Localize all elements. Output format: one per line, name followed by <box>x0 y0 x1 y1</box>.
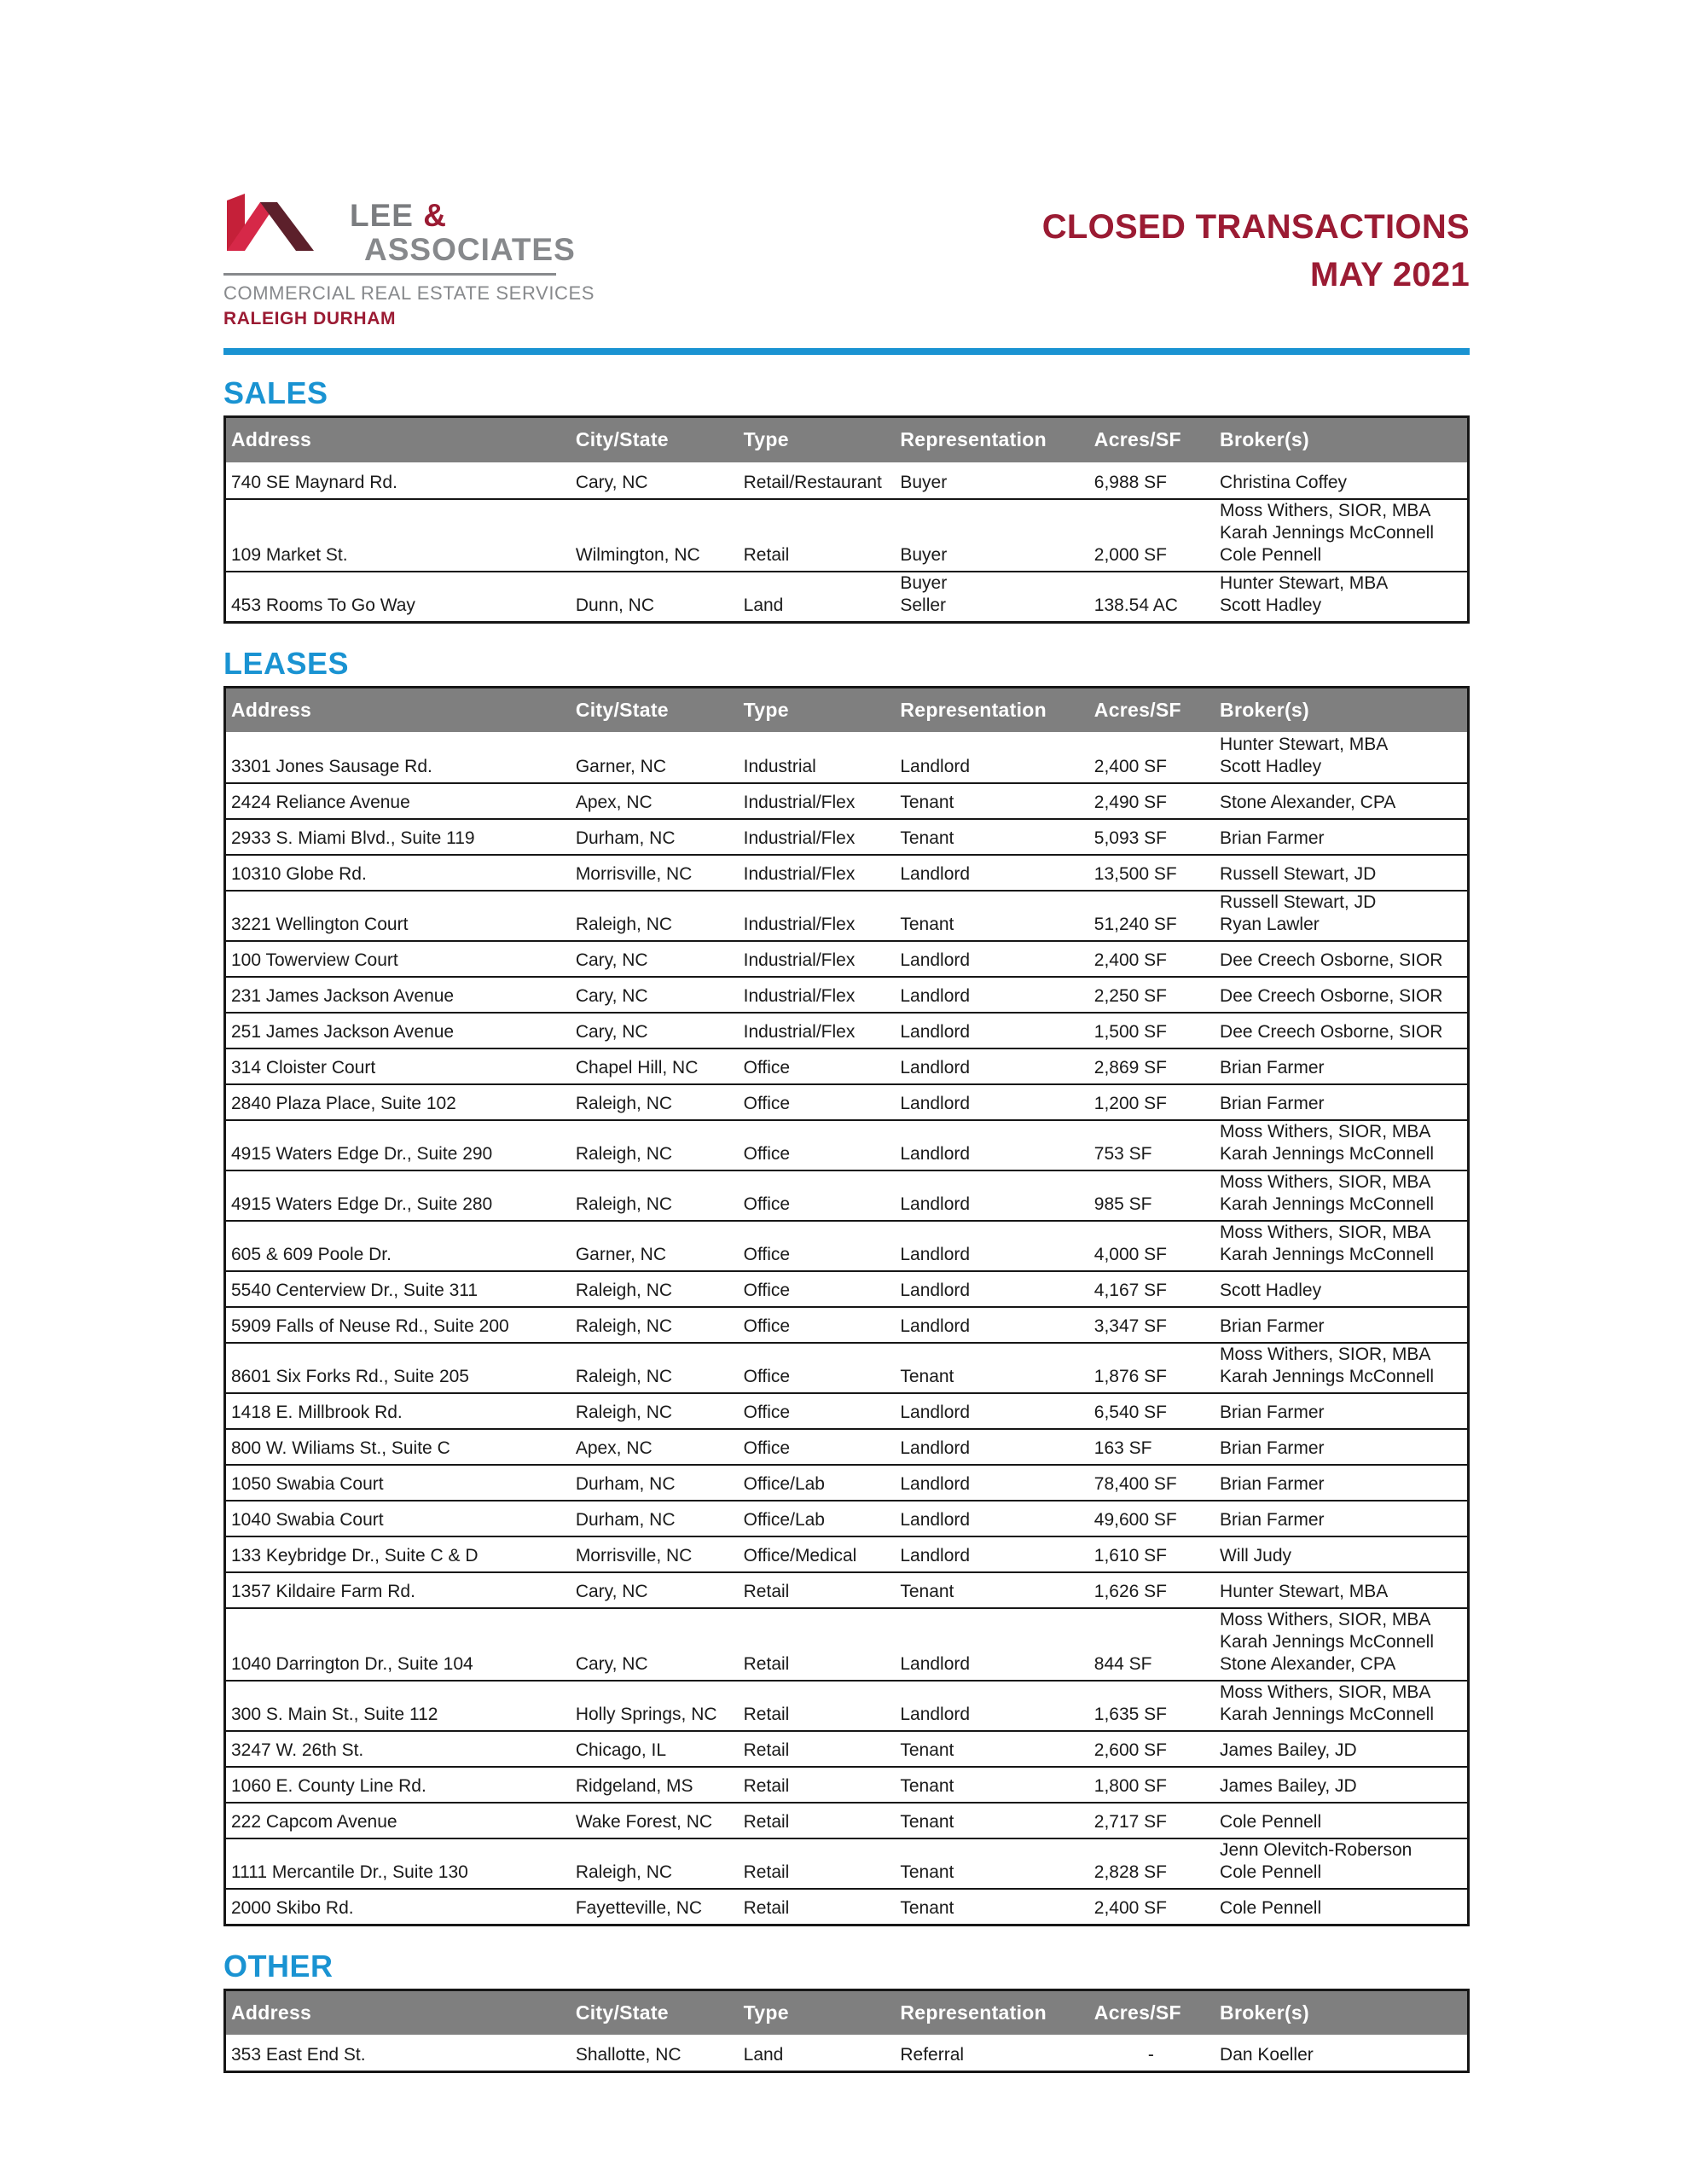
address-cell: 605 & 609 Poole Dr. <box>225 1221 571 1271</box>
address-cell: 2000 Skibo Rd. <box>225 1889 571 1925</box>
city-state-cell: Cary, NC <box>571 1572 739 1608</box>
column-header-representation: Representation <box>895 1989 1088 2036</box>
type-cell: Office/Lab <box>739 1465 896 1501</box>
representation-cell: Landlord <box>895 1084 1088 1120</box>
representation-cell: Tenant <box>895 1731 1088 1767</box>
type-cell: Office <box>739 1307 896 1343</box>
address-cell: 1357 Kildaire Farm Rd. <box>225 1572 571 1608</box>
acres-sf-cell: 2,717 SF <box>1089 1803 1215 1838</box>
acres-sf-cell: 51,240 SF <box>1089 891 1215 941</box>
representation-cell: Landlord <box>895 1221 1088 1271</box>
leases-header-row <box>225 687 1469 733</box>
acres-sf-cell: 163 SF <box>1089 1429 1215 1465</box>
representation-cell: Tenant <box>895 1572 1088 1608</box>
type-cell: Industrial/Flex <box>739 819 896 855</box>
city-state-cell: Cary, NC <box>571 1608 739 1681</box>
leases-transaction-row <box>225 1501 1469 1536</box>
representation-cell: Landlord <box>895 1271 1088 1307</box>
address-cell: 1050 Swabia Court <box>225 1465 571 1501</box>
representation-cell: Tenant <box>895 783 1088 819</box>
brokers-cell: Brian Farmer <box>1215 1084 1468 1120</box>
city-state-cell: Cary, NC <box>575 472 648 492</box>
column-header-address: Address <box>225 417 571 463</box>
type-cell: Office <box>739 1170 896 1221</box>
section-label-sales: SALES <box>223 375 328 410</box>
brokers-cell: Hunter Stewart, MBA <box>1215 1572 1468 1608</box>
type-cell: Retail <box>739 1608 896 1681</box>
acres-sf-cell: 2,828 SF <box>1089 1838 1215 1889</box>
city-state-cell: Durham, NC <box>571 819 739 855</box>
address-cell: 5540 Centerview Dr., Suite 311 <box>225 1271 571 1307</box>
city-state-cell: Wilmington, NC <box>571 499 739 572</box>
brokers-cell: Cole Pennell <box>1215 1803 1468 1838</box>
address-cell: 1111 Mercantile Dr., Suite 130 <box>225 1838 571 1889</box>
representation-cell: Tenant <box>895 1767 1088 1803</box>
city-state-cell: Raleigh, NC <box>571 1393 739 1429</box>
brokers-cell: Jenn Olevitch-Roberson Cole Pennell <box>1215 1838 1468 1889</box>
address-cell: 2424 Reliance Avenue <box>225 783 571 819</box>
representation-cell: Landlord <box>895 1536 1088 1572</box>
representation-cell: Landlord <box>895 1429 1088 1465</box>
address-cell: 100 Towerview Court <box>225 941 571 977</box>
leases-transaction-row <box>225 1429 1469 1465</box>
city-state-cell: Cary, NC <box>571 977 739 1013</box>
representation-cell: Landlord <box>895 977 1088 1013</box>
type-cell: Retail <box>739 1838 896 1889</box>
acres-sf-cell: 4,000 SF <box>1089 1221 1215 1271</box>
brokers-cell: Russell Stewart, JD Ryan Lawler <box>1215 891 1468 941</box>
representation-cell: Tenant <box>895 891 1088 941</box>
city-state-cell: Raleigh, NC <box>571 1170 739 1221</box>
city-state-cell: Chapel Hill, NC <box>571 1048 739 1084</box>
acres-sf-cell: 5,093 SF <box>1089 819 1215 855</box>
leases-transaction-row <box>225 941 1469 977</box>
column-header-city-state: City/State <box>571 687 739 733</box>
address-cell: 1060 E. County Line Rd. <box>225 1767 571 1803</box>
address-cell: 453 Rooms To Go Way <box>225 572 571 623</box>
representation-cell: Buyer Seller <box>895 572 1088 623</box>
representation-cell: Landlord <box>895 1501 1088 1536</box>
brokers-cell: Dee Creech Osborne, SIOR <box>1215 941 1468 977</box>
leases-transaction-row <box>225 1120 1469 1170</box>
representation-cell: Buyer <box>900 472 948 492</box>
sales-transaction-row <box>225 463 1469 499</box>
type-cell: Office <box>739 1429 896 1465</box>
sales-table <box>223 415 1470 624</box>
address-cell: 1040 Darrington Dr., Suite 104 <box>225 1608 571 1681</box>
address-cell: 353 East End St. <box>231 2044 366 2065</box>
column-header-type: Type <box>739 417 896 463</box>
acres-sf-cell: 4,167 SF <box>1089 1271 1215 1307</box>
brokers-cell: Hunter Stewart, MBA Scott Hadley <box>1220 735 1389 776</box>
type-cell: Industrial/Flex <box>739 977 896 1013</box>
brokers-cell: Moss Withers, SIOR, MBA Karah Jennings McConnell <box>1215 1221 1468 1271</box>
acres-sf-cell: 49,600 SF <box>1089 1501 1215 1536</box>
leases-transaction-row <box>225 1889 1469 1925</box>
acres-sf-cell: 2,400 SF <box>1089 941 1215 977</box>
other-header-row <box>225 1989 1469 2036</box>
acres-sf-cell: - <box>1147 2044 1154 2065</box>
address-cell: 133 Keybridge Dr., Suite C & D <box>225 1536 571 1572</box>
logo-ampersand: & <box>423 198 447 233</box>
leases-transaction-row <box>225 1343 1469 1393</box>
address-cell: 231 James Jackson Avenue <box>225 977 571 1013</box>
address-cell: 2933 S. Miami Blvd., Suite 119 <box>225 819 571 855</box>
leases-transaction-row <box>225 891 1469 941</box>
column-header-city-state: City/State <box>571 1989 739 2036</box>
representation-cell: Tenant <box>895 1889 1088 1925</box>
column-header-representation: Representation <box>895 687 1088 733</box>
representation-cell: Buyer <box>895 499 1088 572</box>
acres-sf-cell: 78,400 SF <box>1089 1465 1215 1501</box>
brokers-cell: Dan Koeller <box>1220 2044 1314 2065</box>
acres-sf-cell: 2,600 SF <box>1089 1731 1215 1767</box>
acres-sf-cell: 1,626 SF <box>1089 1572 1215 1608</box>
address-cell: 800 W. Wiliams St., Suite C <box>225 1429 571 1465</box>
brokers-cell: Christina Coffey <box>1220 472 1348 492</box>
logo-office-name: RALEIGH DURHAM <box>223 309 397 328</box>
column-header-acres-sf: Acres/SF <box>1089 417 1215 463</box>
leases-transaction-row <box>225 1013 1469 1048</box>
address-cell: 3247 W. 26th St. <box>225 1731 571 1767</box>
brokers-cell: Moss Withers, SIOR, MBA Karah Jennings McConnell <box>1215 1343 1468 1393</box>
type-cell: Office <box>739 1393 896 1429</box>
company-logo <box>223 193 595 329</box>
city-state-cell: Shallotte, NC <box>575 2044 682 2065</box>
address-cell: 109 Market St. <box>225 499 571 572</box>
brokers-cell: Brian Farmer <box>1215 1501 1468 1536</box>
type-cell: Retail <box>739 499 896 572</box>
city-state-cell: Raleigh, NC <box>571 1307 739 1343</box>
acres-sf-cell: 844 SF <box>1089 1608 1215 1681</box>
acres-sf-cell: 1,800 SF <box>1089 1767 1215 1803</box>
other-table <box>223 1989 1470 2073</box>
brokers-cell: Brian Farmer <box>1215 1048 1468 1084</box>
address-cell: 8601 Six Forks Rd., Suite 205 <box>225 1343 571 1393</box>
address-cell: 10310 Globe Rd. <box>225 855 571 891</box>
address-cell: 300 S. Main St., Suite 112 <box>225 1681 571 1731</box>
column-header-type: Type <box>739 1989 896 2036</box>
representation-cell: Tenant <box>895 1343 1088 1393</box>
city-state-cell: Morrisville, NC <box>571 1536 739 1572</box>
type-cell: Office <box>739 1343 896 1393</box>
column-header-type: Type <box>739 687 896 733</box>
brokers-cell: Brian Farmer <box>1215 1465 1468 1501</box>
city-state-cell: Apex, NC <box>571 1429 739 1465</box>
city-state-cell: Durham, NC <box>571 1501 739 1536</box>
city-state-cell: Raleigh, NC <box>571 1120 739 1170</box>
brokers-cell: Brian Farmer <box>1215 819 1468 855</box>
leases-transaction-row <box>225 855 1469 891</box>
document-title <box>1042 193 1470 299</box>
page-header <box>223 193 1470 329</box>
leases-transaction-row <box>225 1084 1469 1120</box>
city-state-cell: Ridgeland, MS <box>571 1767 739 1803</box>
representation-cell: Landlord <box>895 1307 1088 1343</box>
leases-transaction-row <box>225 1767 1469 1803</box>
city-state-cell: Morrisville, NC <box>571 855 739 891</box>
type-cell: Office <box>739 1221 896 1271</box>
brokers-cell: Moss Withers, SIOR, MBA Karah Jennings McConnell Stone Alexander, CPA <box>1215 1608 1468 1681</box>
section-label-other: OTHER <box>223 1948 334 1984</box>
leases-transaction-row <box>225 1271 1469 1307</box>
city-state-cell: Fayetteville, NC <box>571 1889 739 1925</box>
city-state-cell: Apex, NC <box>571 783 739 819</box>
address-cell: 4915 Waters Edge Dr., Suite 280 <box>225 1170 571 1221</box>
column-header-acres-sf: Acres/SF <box>1089 687 1215 733</box>
brokers-cell: Will Judy <box>1215 1536 1468 1572</box>
representation-cell: Landlord <box>895 855 1088 891</box>
acres-sf-cell: 3,347 SF <box>1089 1307 1215 1343</box>
representation-cell: Tenant <box>895 1838 1088 1889</box>
type-cell: Retail <box>739 1803 896 1838</box>
leases-transaction-row <box>225 1221 1469 1271</box>
leases-table <box>223 686 1470 1926</box>
address-cell: 2840 Plaza Place, Suite 102 <box>225 1084 571 1120</box>
type-cell: Industrial <box>743 757 816 776</box>
representation-cell: Landlord <box>895 941 1088 977</box>
logo-tagline: COMMERCIAL REAL ESTATE SERVICES <box>223 282 595 304</box>
logo-text-associates: ASSOCIATES <box>364 232 576 267</box>
representation-cell: Landlord <box>895 1465 1088 1501</box>
type-cell: Industrial/Flex <box>739 941 896 977</box>
leases-transaction-row <box>225 1838 1469 1889</box>
type-cell: Industrial/Flex <box>739 783 896 819</box>
column-header-acres-sf: Acres/SF <box>1089 1989 1215 2036</box>
address-cell: 4915 Waters Edge Dr., Suite 290 <box>225 1120 571 1170</box>
address-cell: 3221 Wellington Court <box>225 891 571 941</box>
column-header-city-state: City/State <box>571 417 739 463</box>
type-cell: Land <box>743 2044 784 2065</box>
lee-associates-logo-icon <box>223 193 338 251</box>
brokers-cell: Moss Withers, SIOR, MBA Karah Jennings McConnell Cole Pennell <box>1215 499 1468 572</box>
column-header-broker-s: Broker(s) <box>1215 687 1468 733</box>
city-state-cell: Raleigh, NC <box>571 1343 739 1393</box>
representation-cell: Referral <box>900 2044 965 2065</box>
acres-sf-cell: 2,869 SF <box>1089 1048 1215 1084</box>
acres-sf-cell: 13,500 SF <box>1089 855 1215 891</box>
brokers-cell: James Bailey, JD <box>1215 1767 1468 1803</box>
leases-transaction-row <box>225 1536 1469 1572</box>
city-state-cell: Holly Springs, NC <box>571 1681 739 1731</box>
address-cell: 740 SE Maynard Rd. <box>231 472 397 492</box>
address-cell: 251 James Jackson Avenue <box>225 1013 571 1048</box>
sales-header-row <box>225 417 1469 463</box>
leases-transaction-row <box>225 1572 1469 1608</box>
brokers-cell: Moss Withers, SIOR, MBA Karah Jennings McConnell <box>1215 1681 1468 1731</box>
acres-sf-cell: 1,876 SF <box>1089 1343 1215 1393</box>
other-transaction-row <box>225 2036 1469 2071</box>
representation-cell: Landlord <box>895 1170 1088 1221</box>
acres-sf-cell: 6,540 SF <box>1089 1393 1215 1429</box>
column-header-broker-s: Broker(s) <box>1215 1989 1468 2036</box>
type-cell: Retail <box>739 1572 896 1608</box>
city-state-cell: Cary, NC <box>571 941 739 977</box>
acres-sf-cell: 985 SF <box>1089 1170 1215 1221</box>
type-cell: Retail <box>739 1889 896 1925</box>
sales-transaction-row <box>225 572 1469 623</box>
type-cell: Office <box>739 1048 896 1084</box>
city-state-cell: Raleigh, NC <box>571 1271 739 1307</box>
representation-cell: Landlord <box>895 1393 1088 1429</box>
city-state-cell: Garner, NC <box>571 1221 739 1271</box>
acres-sf-cell: 2,400 SF <box>1093 757 1168 776</box>
leases-transaction-row <box>225 1681 1469 1731</box>
type-cell: Industrial/Flex <box>739 855 896 891</box>
type-cell: Industrial/Flex <box>739 1013 896 1048</box>
type-cell: Retail <box>739 1731 896 1767</box>
brokers-cell: Brian Farmer <box>1215 1393 1468 1429</box>
acres-sf-cell: 2,490 SF <box>1089 783 1215 819</box>
leases-transaction-row <box>225 1465 1469 1501</box>
logo-wordmark <box>350 193 576 265</box>
acres-sf-cell: 753 SF <box>1089 1120 1215 1170</box>
acres-sf-cell: 2,400 SF <box>1089 1889 1215 1925</box>
column-header-representation: Representation <box>895 417 1088 463</box>
leases-transaction-row <box>225 1048 1469 1084</box>
type-cell: Office <box>739 1084 896 1120</box>
leases-transaction-row <box>225 783 1469 819</box>
acres-sf-cell: 1,200 SF <box>1089 1084 1215 1120</box>
brokers-cell: Cole Pennell <box>1215 1889 1468 1925</box>
address-cell: 314 Cloister Court <box>225 1048 571 1084</box>
city-state-cell: Raleigh, NC <box>571 1838 739 1889</box>
leases-transaction-row <box>225 977 1469 1013</box>
leases-transaction-row <box>225 1170 1469 1221</box>
type-cell: Retail <box>739 1767 896 1803</box>
type-cell: Retail <box>739 1681 896 1731</box>
type-cell: Land <box>739 572 896 623</box>
city-state-cell: Dunn, NC <box>571 572 739 623</box>
city-state-cell: Raleigh, NC <box>571 891 739 941</box>
representation-cell: Landlord <box>895 1681 1088 1731</box>
type-cell: Office/Lab <box>739 1501 896 1536</box>
representation-cell: Landlord <box>900 757 971 776</box>
brokers-cell: Russell Stewart, JD <box>1215 855 1468 891</box>
type-cell: Office <box>739 1271 896 1307</box>
logo-divider <box>223 273 556 276</box>
document-title-line1: CLOSED TRANSACTIONS <box>1041 208 1470 246</box>
leases-transaction-row <box>225 1608 1469 1681</box>
brokers-cell: Brian Farmer <box>1215 1307 1468 1343</box>
address-cell: 3301 Jones Sausage Rd. <box>231 757 432 776</box>
type-cell: Office/Medical <box>739 1536 896 1572</box>
leases-transaction-row <box>225 1393 1469 1429</box>
leases-transaction-row <box>225 733 1469 783</box>
brokers-cell: Brian Farmer <box>1215 1429 1468 1465</box>
brokers-cell: James Bailey, JD <box>1215 1731 1468 1767</box>
city-state-cell: Raleigh, NC <box>571 1084 739 1120</box>
document-title-line2: MAY 2021 <box>1310 256 1470 293</box>
acres-sf-cell: 1,635 SF <box>1089 1681 1215 1731</box>
brokers-cell: Moss Withers, SIOR, MBA Karah Jennings McConnell <box>1215 1120 1468 1170</box>
address-cell: 1418 E. Millbrook Rd. <box>225 1393 571 1429</box>
leases-transaction-row <box>225 1307 1469 1343</box>
city-state-cell: Wake Forest, NC <box>571 1803 739 1838</box>
type-cell: Retail/Restaurant <box>743 472 882 492</box>
brokers-cell: Dee Creech Osborne, SIOR <box>1215 977 1468 1013</box>
acres-sf-cell: 2,250 SF <box>1089 977 1215 1013</box>
column-header-broker-s: Broker(s) <box>1215 417 1468 463</box>
brokers-cell: Hunter Stewart, MBA Scott Hadley <box>1215 572 1468 623</box>
header-divider-rule <box>223 348 1470 355</box>
representation-cell: Tenant <box>895 1803 1088 1838</box>
city-state-cell: Durham, NC <box>571 1465 739 1501</box>
acres-sf-cell: 1,610 SF <box>1089 1536 1215 1572</box>
representation-cell: Landlord <box>895 1013 1088 1048</box>
brokers-cell: Scott Hadley <box>1215 1271 1468 1307</box>
address-cell: 5909 Falls of Neuse Rd., Suite 200 <box>225 1307 571 1343</box>
representation-cell: Landlord <box>895 1048 1088 1084</box>
representation-cell: Landlord <box>895 1608 1088 1681</box>
section-label-leases: LEASES <box>223 645 350 681</box>
city-state-cell: Cary, NC <box>571 1013 739 1048</box>
city-state-cell: Chicago, IL <box>571 1731 739 1767</box>
acres-sf-cell: 138.54 AC <box>1089 572 1215 623</box>
city-state-cell: Garner, NC <box>575 757 667 776</box>
logo-text-lee: LEE <box>350 198 424 233</box>
leases-transaction-row <box>225 819 1469 855</box>
leases-transaction-row <box>225 1803 1469 1838</box>
representation-cell: Tenant <box>895 819 1088 855</box>
brokers-cell: Dee Creech Osborne, SIOR <box>1215 1013 1468 1048</box>
brokers-cell: Stone Alexander, CPA <box>1215 783 1468 819</box>
column-header-address: Address <box>225 1989 571 2036</box>
sales-transaction-row <box>225 499 1469 572</box>
address-cell: 1040 Swabia Court <box>225 1501 571 1536</box>
column-header-address: Address <box>225 687 571 733</box>
representation-cell: Landlord <box>895 1120 1088 1170</box>
address-cell: 222 Capcom Avenue <box>225 1803 571 1838</box>
type-cell: Office <box>739 1120 896 1170</box>
type-cell: Industrial/Flex <box>739 891 896 941</box>
leases-transaction-row <box>225 1731 1469 1767</box>
acres-sf-cell: 2,000 SF <box>1089 499 1215 572</box>
brokers-cell: Moss Withers, SIOR, MBA Karah Jennings McConnell <box>1215 1170 1468 1221</box>
acres-sf-cell: 6,988 SF <box>1093 472 1168 492</box>
acres-sf-cell: 1,500 SF <box>1089 1013 1215 1048</box>
